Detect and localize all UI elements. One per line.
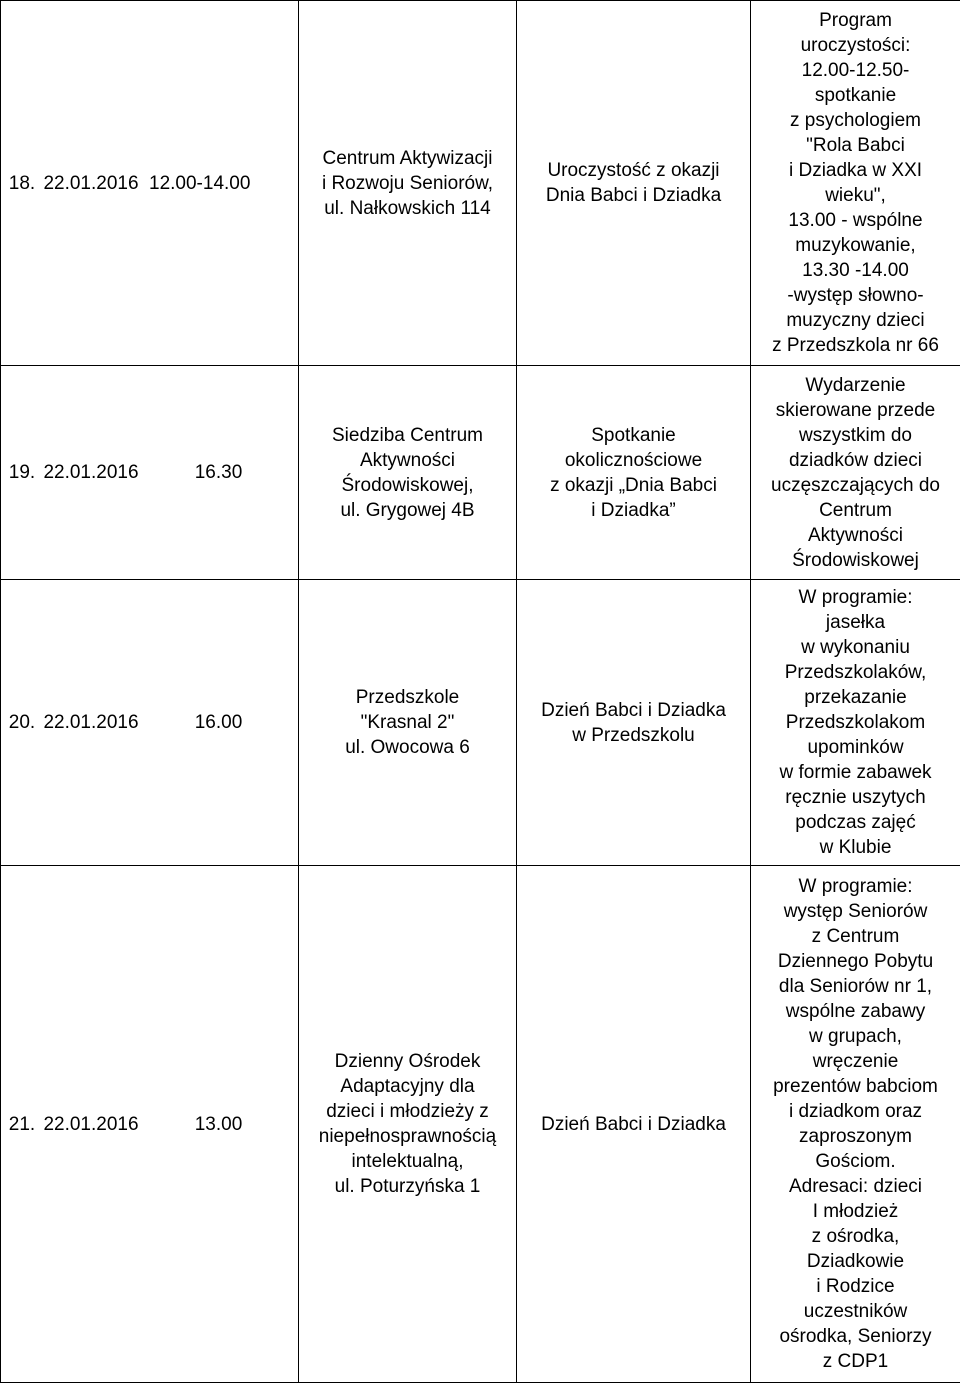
event-place: Przedszkole "Krasnal 2" ul. Owocowa 6	[299, 580, 517, 866]
row-number: 21.	[8, 1113, 36, 1135]
event-date: 22.01.2016	[43, 1113, 139, 1135]
event-place: Dzienny Ośrodek Adaptacyjny dla dzieci i młodzieży z niepełnosprawnością intelektualną, ul. Poturzyńska 1	[299, 866, 517, 1383]
row-id-cell	[1, 866, 299, 1383]
event-description: Wydarzenie skierowane przede wszystkim do dziadków dzieci uczęszczających do Centrum Aktywności Środowiskowej	[751, 366, 960, 580]
row-number: 18.	[8, 172, 36, 194]
event-time: 13.00	[194, 1113, 243, 1135]
event-place: Siedziba Centrum Aktywności Środowiskowej, ul. Grygowej 4B	[299, 366, 517, 580]
event-place: Centrum Aktywizacji i Rozwoju Seniorów, ul. Nałkowskich 114	[299, 1, 517, 366]
row-id-cell	[1, 580, 299, 866]
table-row	[1, 580, 960, 866]
row-number: 20.	[8, 712, 36, 733]
row-id-cell	[1, 1, 299, 366]
event-title: Dzień Babci i Dziadka w Przedszkolu	[517, 580, 751, 866]
table-row	[1, 366, 960, 580]
event-time: 16.30	[194, 462, 243, 483]
table-row	[1, 1, 960, 366]
event-title: Dzień Babci i Dziadka	[517, 866, 751, 1383]
event-date: 22.01.2016	[43, 462, 139, 483]
event-title: Uroczystość z okazji Dnia Babci i Dziadka	[517, 1, 751, 366]
event-description: W programie: występ Seniorów z Centrum Dziennego Pobytu dla Seniorów nr 1, wspólne zabawy w grupach, wręczenie prezentów babciom i dziadkom oraz zaproszonym Gościom. Adresaci: dzieci I młodzież z ośrodka, Dziadkowie i Rodzice uczestników ośrodka, Seniorzy z CDP1	[751, 866, 960, 1383]
row-number: 19.	[8, 462, 36, 483]
event-date: 22.01.2016	[43, 712, 139, 733]
event-title: Spotkanie okolicznościowe z okazji „Dnia Babci i Dziadka”	[517, 366, 751, 580]
event-time: 16.00	[194, 712, 243, 733]
table-row	[1, 866, 960, 1383]
event-description: Program uroczystości: 12.00-12.50- spotkanie z psychologiem "Rola Babci i Dziadka w XXI wieku", 13.00 - wspólne muzykowanie, 13.30 -14.00 -występ słowno- muzyczny dzieci z Przedszkola nr 66	[751, 1, 960, 366]
row-id-cell	[1, 366, 299, 580]
event-description: W programie: jasełka w wykonaniu Przedszkolaków, przekazanie Przedszkolakom upominków w formie zabawek ręcznie uszytych podczas zajęć w Klubie	[751, 580, 960, 866]
event-date: 22.01.2016	[43, 172, 139, 194]
event-time: 12.00-14.00	[149, 172, 251, 194]
